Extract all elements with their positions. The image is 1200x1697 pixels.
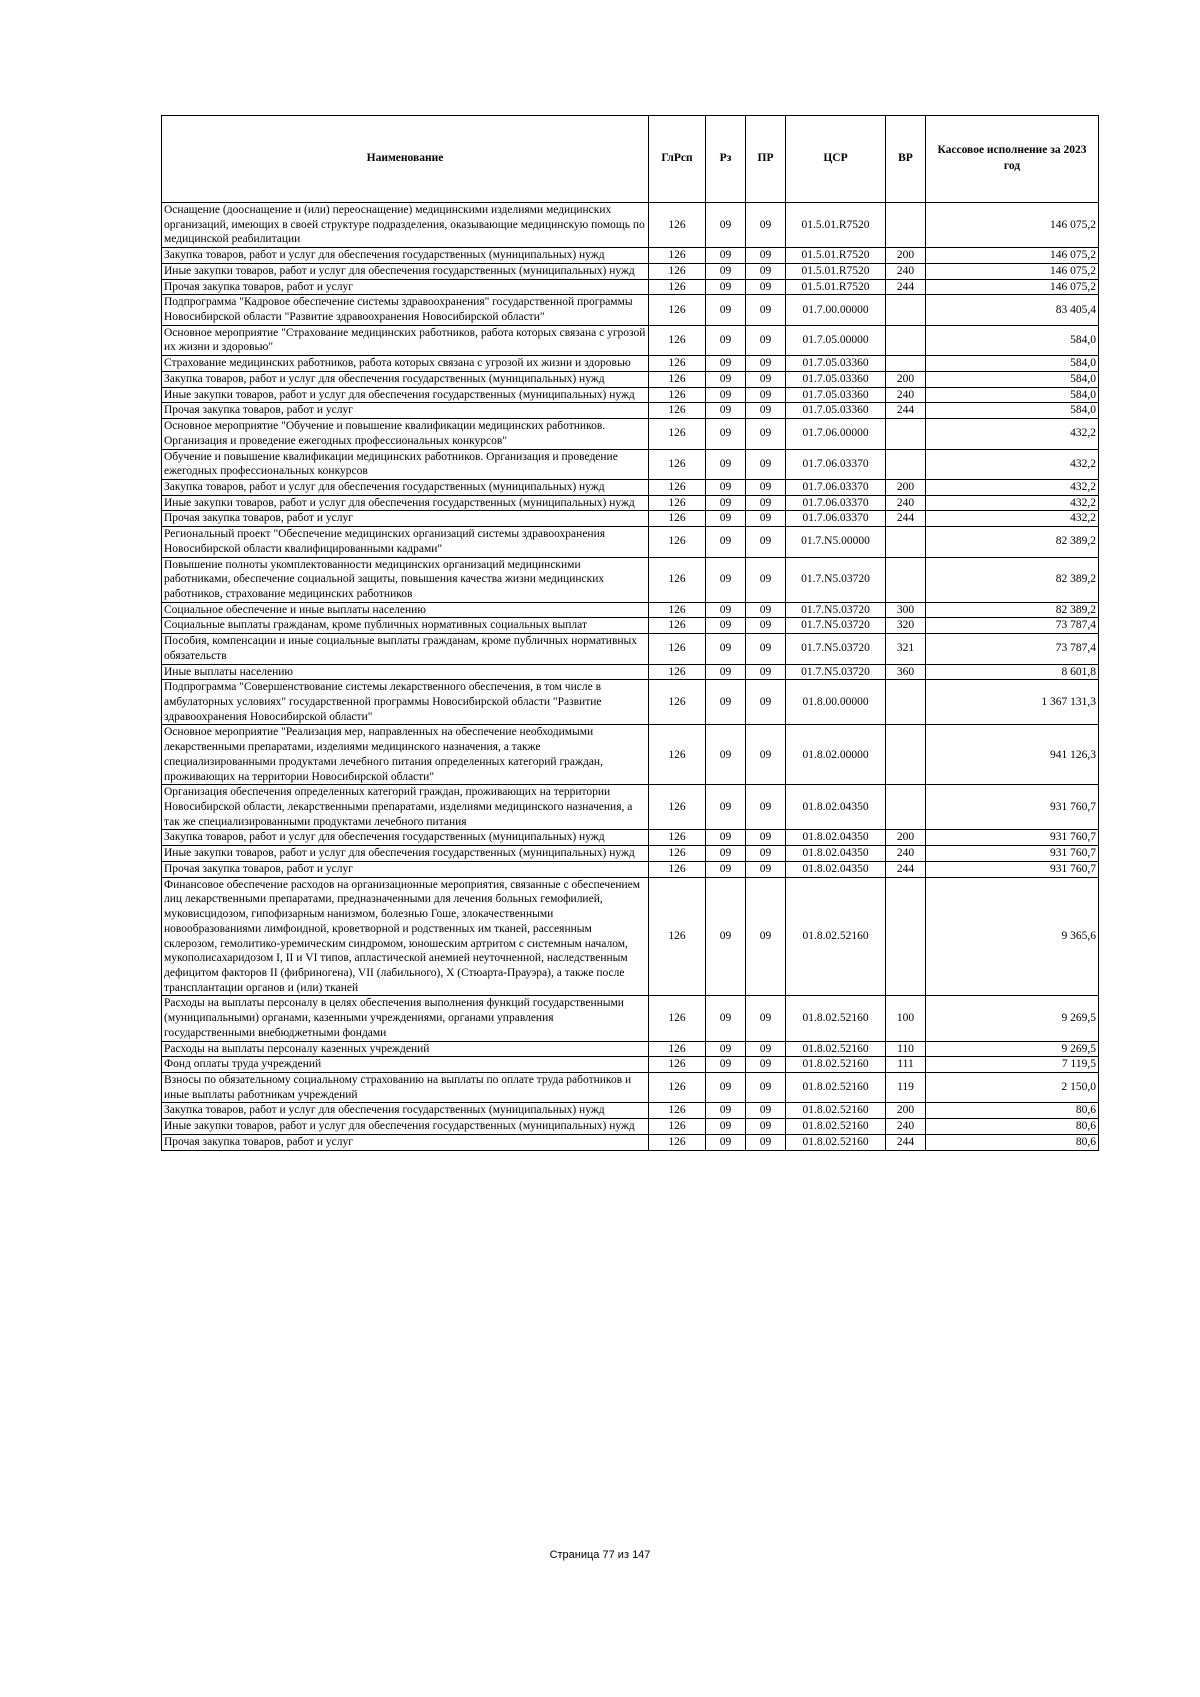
cell-name: Закупка товаров, работ и услуг для обеспечения государственных (муниципальных) нужд	[162, 371, 649, 387]
cell-amount: 9 269,5	[926, 996, 1099, 1041]
cell-csr: 01.8.02.52160	[786, 1072, 886, 1102]
cell-pr: 09	[746, 785, 786, 830]
cell-vr: 244	[886, 861, 926, 877]
cell-csr: 01.8.02.52160	[786, 1119, 886, 1135]
cell-glrsp: 126	[649, 1057, 706, 1073]
table-row	[162, 248, 1099, 264]
cell-rz: 09	[706, 279, 746, 295]
cell-name: Организация обеспечения определенных категорий граждан, проживающих на территории Новосибирской области, лекарственными препаратами, изделиями медицинского назначения, а так же специализированными продуктами лечебного питания	[162, 785, 649, 830]
cell-name: Фонд оплаты труда учреждений	[162, 1057, 649, 1073]
cell-vr	[886, 557, 926, 602]
cell-rz: 09	[706, 877, 746, 996]
cell-glrsp: 126	[649, 996, 706, 1041]
cell-vr	[886, 680, 926, 725]
cell-amount: 73 787,4	[926, 618, 1099, 634]
table-row	[162, 449, 1099, 479]
cell-pr: 09	[746, 602, 786, 618]
cell-pr: 09	[746, 830, 786, 846]
table-row	[162, 279, 1099, 295]
cell-pr: 09	[746, 1103, 786, 1119]
table-row	[162, 602, 1099, 618]
cell-csr: 01.8.02.04350	[786, 785, 886, 830]
table-row	[162, 511, 1099, 527]
cell-name: Финансовое обеспечение расходов на организационные мероприятия, связанные с обеспечением лиц лекарственными препаратами, предназначенными для лечения больных гемофилией, муковисцидозом, гипофизарным нанизмом, болезнью Гоше, злокачественными новообразованиями лимфоидной, кроветворной и родственных им тканей, рассеянным склерозом, гемолитико-уремическим синдромом, юношеским артритом с системным началом, мукополисахаридозом I, II и VI типов, апластической анемией неуточненной, наследственным дефицитом факторов II (фибриногена), VII (лабильного), X (Стюарта-Прауэра), а также после трансплантации органов и (или) тканей	[162, 877, 649, 996]
table-row	[162, 1041, 1099, 1057]
cell-glrsp: 126	[649, 295, 706, 325]
cell-rz: 09	[706, 527, 746, 557]
table-row	[162, 877, 1099, 996]
table-row	[162, 403, 1099, 419]
cell-amount: 584,0	[926, 325, 1099, 355]
cell-name: Повышение полноты укомплектованности медицинских организаций медицинскими работниками, обеспечение социальной защиты, повышения качества жизни медицинских работников, страхование медицинских работников	[162, 557, 649, 602]
cell-vr: 240	[886, 846, 926, 862]
cell-csr: 01.7.05.03360	[786, 403, 886, 419]
cell-vr	[886, 295, 926, 325]
cell-csr: 01.7.N5.03720	[786, 664, 886, 680]
header-vr: ВР	[886, 116, 926, 203]
page-total: 147	[632, 1549, 651, 1561]
cell-amount: 432,2	[926, 495, 1099, 511]
cell-vr: 320	[886, 618, 926, 634]
table-row	[162, 830, 1099, 846]
cell-csr: 01.7.05.03360	[786, 356, 886, 372]
cell-amount: 80,6	[926, 1134, 1099, 1150]
cell-glrsp: 126	[649, 1134, 706, 1150]
cell-vr: 240	[886, 495, 926, 511]
cell-glrsp: 126	[649, 279, 706, 295]
cell-name: Прочая закупка товаров, работ и услуг	[162, 1134, 649, 1150]
cell-vr	[886, 325, 926, 355]
cell-name: Обучение и повышение квалификации медицинских работников. Организация и проведение ежегодных профессиональных конкурсов	[162, 449, 649, 479]
cell-name: Подпрограмма "Кадровое обеспечение системы здравоохранения" государственной программы Новосибирской области "Развитие здравоохранения Новосибирской области"	[162, 295, 649, 325]
cell-vr	[886, 419, 926, 449]
cell-amount: 1 367 131,3	[926, 680, 1099, 725]
cell-vr: 240	[886, 1119, 926, 1135]
cell-name: Расходы на выплаты персоналу в целях обеспечения выполнения функций государственными (муниципальными) органами, казенными учреждениями, органами управления государственными внебюджетными фондами	[162, 996, 649, 1041]
cell-rz: 09	[706, 725, 746, 785]
page-footer	[0, 1549, 1200, 1561]
cell-name: Социальные выплаты гражданам, кроме публичных нормативных социальных выплат	[162, 618, 649, 634]
cell-rz: 09	[706, 1103, 746, 1119]
cell-pr: 09	[746, 634, 786, 664]
cell-rz: 09	[706, 1072, 746, 1102]
table-row	[162, 371, 1099, 387]
table-row	[162, 295, 1099, 325]
cell-glrsp: 126	[649, 861, 706, 877]
cell-vr: 110	[886, 1041, 926, 1057]
cell-csr: 01.7.05.03360	[786, 371, 886, 387]
cell-name: Закупка товаров, работ и услуг для обеспечения государственных (муниципальных) нужд	[162, 830, 649, 846]
cell-pr: 09	[746, 877, 786, 996]
cell-amount: 146 075,2	[926, 248, 1099, 264]
cell-amount: 931 760,7	[926, 861, 1099, 877]
cell-pr: 09	[746, 1134, 786, 1150]
cell-rz: 09	[706, 846, 746, 862]
cell-csr: 01.8.02.52160	[786, 877, 886, 996]
header-csr: ЦСР	[786, 116, 886, 203]
cell-name: Региональный проект "Обеспечение медицинских организаций системы здравоохранения Новосибирской области квалифицированными кадрами"	[162, 527, 649, 557]
cell-glrsp: 126	[649, 203, 706, 248]
cell-vr: 100	[886, 996, 926, 1041]
cell-pr: 09	[746, 371, 786, 387]
table-row	[162, 1103, 1099, 1119]
cell-name: Иные закупки товаров, работ и услуг для обеспечения государственных (муниципальных) нужд	[162, 1119, 649, 1135]
cell-glrsp: 126	[649, 449, 706, 479]
cell-pr: 09	[746, 664, 786, 680]
header-pr: ПР	[746, 116, 786, 203]
page-label: Страница	[549, 1549, 600, 1561]
cell-name: Основное мероприятие "Реализация мер, направленных на обеспечение необходимыми лекарственными препаратами, изделиями медицинского назначения, а также специализированными продуктами лечебного питания определенных категорий граждан, проживающих на территории Новосибирской области"	[162, 725, 649, 785]
cell-vr	[886, 725, 926, 785]
cell-csr: 01.7.N5.03720	[786, 557, 886, 602]
cell-glrsp: 126	[649, 557, 706, 602]
cell-rz: 09	[706, 602, 746, 618]
cell-pr: 09	[746, 1057, 786, 1073]
cell-glrsp: 126	[649, 403, 706, 419]
cell-name: Страхование медицинских работников, работа которых связана с угрозой их жизни и здоровью	[162, 356, 649, 372]
cell-glrsp: 126	[649, 877, 706, 996]
cell-rz: 09	[706, 557, 746, 602]
cell-rz: 09	[706, 419, 746, 449]
cell-rz: 09	[706, 785, 746, 830]
cell-csr: 01.7.N5.03720	[786, 618, 886, 634]
cell-pr: 09	[746, 557, 786, 602]
cell-rz: 09	[706, 495, 746, 511]
cell-amount: 432,2	[926, 449, 1099, 479]
table-row	[162, 557, 1099, 602]
cell-vr: 244	[886, 279, 926, 295]
cell-name: Подпрограмма "Совершенствование системы лекарственного обеспечения, в том числе в амбулаторных условиях" государственной программы Новосибирской области "Развитие здравоохранения Новосибирской области"	[162, 680, 649, 725]
cell-csr: 01.8.02.04350	[786, 846, 886, 862]
table-row	[162, 387, 1099, 403]
cell-pr: 09	[746, 248, 786, 264]
cell-glrsp: 126	[649, 634, 706, 664]
cell-pr: 09	[746, 479, 786, 495]
cell-pr: 09	[746, 263, 786, 279]
cell-name: Иные закупки товаров, работ и услуг для обеспечения государственных (муниципальных) нужд	[162, 846, 649, 862]
table-row	[162, 634, 1099, 664]
cell-pr: 09	[746, 295, 786, 325]
cell-amount: 146 075,2	[926, 279, 1099, 295]
cell-name: Социальное обеспечение и иные выплаты населению	[162, 602, 649, 618]
cell-rz: 09	[706, 634, 746, 664]
table-row	[162, 495, 1099, 511]
table-row	[162, 785, 1099, 830]
cell-glrsp: 126	[649, 387, 706, 403]
table-row	[162, 1072, 1099, 1102]
table-row	[162, 479, 1099, 495]
cell-name: Иные выплаты населению	[162, 664, 649, 680]
cell-csr: 01.7.05.00000	[786, 325, 886, 355]
cell-vr: 244	[886, 403, 926, 419]
cell-amount: 80,6	[926, 1103, 1099, 1119]
cell-amount: 931 760,7	[926, 846, 1099, 862]
cell-name: Иные закупки товаров, работ и услуг для обеспечения государственных (муниципальных) нужд	[162, 387, 649, 403]
cell-rz: 09	[706, 1134, 746, 1150]
cell-amount: 2 150,0	[926, 1072, 1099, 1102]
cell-vr: 300	[886, 602, 926, 618]
cell-glrsp: 126	[649, 495, 706, 511]
cell-name: Основное мероприятие "Обучение и повышение квалификации медицинских работников. Организация и проведение ежегодных профессиональных конкурсов"	[162, 419, 649, 449]
header-amount: Кассовое исполнение за 2023 год	[926, 116, 1099, 203]
cell-csr: 01.7.00.00000	[786, 295, 886, 325]
table-header-row	[162, 116, 1099, 203]
cell-pr: 09	[746, 996, 786, 1041]
cell-name: Закупка товаров, работ и услуг для обеспечения государственных (муниципальных) нужд	[162, 479, 649, 495]
cell-vr: 200	[886, 479, 926, 495]
table-row	[162, 996, 1099, 1041]
cell-csr: 01.5.01.R7520	[786, 263, 886, 279]
cell-amount: 584,0	[926, 387, 1099, 403]
cell-glrsp: 126	[649, 618, 706, 634]
cell-pr: 09	[746, 680, 786, 725]
cell-glrsp: 126	[649, 830, 706, 846]
cell-rz: 09	[706, 1041, 746, 1057]
cell-pr: 09	[746, 511, 786, 527]
cell-amount: 584,0	[926, 356, 1099, 372]
cell-vr: 200	[886, 248, 926, 264]
cell-name: Иные закупки товаров, работ и услуг для обеспечения государственных (муниципальных) нужд	[162, 495, 649, 511]
cell-csr: 01.7.N5.03720	[786, 602, 886, 618]
cell-pr: 09	[746, 325, 786, 355]
page-of-label: из	[617, 1549, 629, 1561]
page-number: 77	[602, 1549, 615, 1561]
cell-amount: 8 601,8	[926, 664, 1099, 680]
cell-amount: 432,2	[926, 511, 1099, 527]
cell-rz: 09	[706, 403, 746, 419]
cell-name: Взносы по обязательному социальному страхованию на выплаты по оплате труда работников и иные выплаты работникам учреждений	[162, 1072, 649, 1102]
cell-rz: 09	[706, 511, 746, 527]
cell-csr: 01.7.06.03370	[786, 449, 886, 479]
cell-amount: 931 760,7	[926, 785, 1099, 830]
cell-amount: 432,2	[926, 479, 1099, 495]
cell-amount: 146 075,2	[926, 203, 1099, 248]
cell-vr: 200	[886, 1103, 926, 1119]
cell-csr: 01.8.02.52160	[786, 1134, 886, 1150]
cell-amount: 82 389,2	[926, 527, 1099, 557]
cell-glrsp: 126	[649, 725, 706, 785]
table-row	[162, 1057, 1099, 1073]
cell-name: Прочая закупка товаров, работ и услуг	[162, 403, 649, 419]
cell-pr: 09	[746, 527, 786, 557]
cell-vr: 360	[886, 664, 926, 680]
cell-csr: 01.8.02.52160	[786, 996, 886, 1041]
cell-rz: 09	[706, 680, 746, 725]
cell-glrsp: 126	[649, 263, 706, 279]
cell-amount: 83 405,4	[926, 295, 1099, 325]
cell-name: Оснащение (дооснащение и (или) переоснащение) медицинскими изделиями медицинских организаций, имеющих в своей структуре подразделения, оказывающие медицинскую помощь по медицинской реабилитации	[162, 203, 649, 248]
cell-pr: 09	[746, 403, 786, 419]
table-row	[162, 527, 1099, 557]
cell-amount: 931 760,7	[926, 830, 1099, 846]
cell-amount: 9 269,5	[926, 1041, 1099, 1057]
cell-rz: 09	[706, 387, 746, 403]
cell-vr	[886, 356, 926, 372]
cell-glrsp: 126	[649, 527, 706, 557]
cell-vr: 240	[886, 263, 926, 279]
table-row	[162, 846, 1099, 862]
cell-pr: 09	[746, 419, 786, 449]
cell-name: Пособия, компенсации и иные социальные выплаты гражданам, кроме публичных нормативных обязательств	[162, 634, 649, 664]
cell-rz: 09	[706, 479, 746, 495]
cell-csr: 01.5.01.R7520	[786, 248, 886, 264]
header-name: Наименование	[162, 116, 649, 203]
cell-glrsp: 126	[649, 248, 706, 264]
cell-glrsp: 126	[649, 785, 706, 830]
cell-pr: 09	[746, 203, 786, 248]
table-row	[162, 325, 1099, 355]
cell-csr: 01.8.02.04350	[786, 861, 886, 877]
cell-pr: 09	[746, 449, 786, 479]
cell-amount: 584,0	[926, 403, 1099, 419]
cell-rz: 09	[706, 861, 746, 877]
cell-glrsp: 126	[649, 602, 706, 618]
table-row	[162, 356, 1099, 372]
cell-vr	[886, 203, 926, 248]
cell-rz: 09	[706, 295, 746, 325]
cell-pr: 09	[746, 387, 786, 403]
cell-amount: 82 389,2	[926, 602, 1099, 618]
cell-vr	[886, 527, 926, 557]
cell-amount: 80,6	[926, 1119, 1099, 1135]
cell-csr: 01.7.06.03370	[786, 495, 886, 511]
cell-rz: 09	[706, 371, 746, 387]
cell-amount: 146 075,2	[926, 263, 1099, 279]
cell-vr: 200	[886, 830, 926, 846]
cell-csr: 01.8.02.52160	[786, 1041, 886, 1057]
cell-rz: 09	[706, 1057, 746, 1073]
cell-glrsp: 126	[649, 1119, 706, 1135]
cell-rz: 09	[706, 263, 746, 279]
header-rz: Рз	[706, 116, 746, 203]
cell-rz: 09	[706, 830, 746, 846]
cell-pr: 09	[746, 846, 786, 862]
cell-pr: 09	[746, 1119, 786, 1135]
cell-glrsp: 126	[649, 479, 706, 495]
table-row	[162, 1134, 1099, 1150]
cell-glrsp: 126	[649, 1072, 706, 1102]
cell-vr: 244	[886, 511, 926, 527]
table-body	[162, 203, 1099, 1151]
cell-csr: 01.7.N5.00000	[786, 527, 886, 557]
table-row	[162, 1119, 1099, 1135]
cell-rz: 09	[706, 1119, 746, 1135]
cell-pr: 09	[746, 356, 786, 372]
cell-name: Прочая закупка товаров, работ и услуг	[162, 511, 649, 527]
cell-glrsp: 126	[649, 371, 706, 387]
cell-pr: 09	[746, 495, 786, 511]
cell-name: Прочая закупка товаров, работ и услуг	[162, 861, 649, 877]
cell-rz: 09	[706, 203, 746, 248]
table-row	[162, 618, 1099, 634]
cell-vr	[886, 449, 926, 479]
table-row	[162, 725, 1099, 785]
cell-glrsp: 126	[649, 1103, 706, 1119]
table-row	[162, 664, 1099, 680]
cell-glrsp: 126	[649, 356, 706, 372]
cell-pr: 09	[746, 279, 786, 295]
cell-vr: 321	[886, 634, 926, 664]
cell-pr: 09	[746, 618, 786, 634]
cell-amount: 584,0	[926, 371, 1099, 387]
cell-rz: 09	[706, 325, 746, 355]
cell-glrsp: 126	[649, 680, 706, 725]
cell-glrsp: 126	[649, 664, 706, 680]
table-row	[162, 680, 1099, 725]
cell-rz: 09	[706, 248, 746, 264]
cell-pr: 09	[746, 861, 786, 877]
cell-csr: 01.5.01.R7520	[786, 203, 886, 248]
cell-csr: 01.8.02.52160	[786, 1057, 886, 1073]
cell-rz: 09	[706, 449, 746, 479]
cell-csr: 01.7.06.03370	[786, 479, 886, 495]
header-glrsp: ГлРсп	[649, 116, 706, 203]
cell-csr: 01.7.05.03360	[786, 387, 886, 403]
cell-amount: 941 126,3	[926, 725, 1099, 785]
cell-name: Иные закупки товаров, работ и услуг для обеспечения государственных (муниципальных) нужд	[162, 263, 649, 279]
cell-glrsp: 126	[649, 325, 706, 355]
cell-csr: 01.8.02.04350	[786, 830, 886, 846]
cell-name: Закупка товаров, работ и услуг для обеспечения государственных (муниципальных) нужд	[162, 1103, 649, 1119]
cell-csr: 01.7.06.03370	[786, 511, 886, 527]
cell-name: Прочая закупка товаров, работ и услуг	[162, 279, 649, 295]
cell-rz: 09	[706, 664, 746, 680]
cell-amount: 73 787,4	[926, 634, 1099, 664]
cell-csr: 01.7.06.00000	[786, 419, 886, 449]
table-row	[162, 263, 1099, 279]
cell-csr: 01.7.N5.03720	[786, 634, 886, 664]
cell-rz: 09	[706, 618, 746, 634]
cell-rz: 09	[706, 996, 746, 1041]
cell-amount: 7 119,5	[926, 1057, 1099, 1073]
table-row	[162, 861, 1099, 877]
budget-execution-table	[161, 115, 1099, 1151]
cell-glrsp: 126	[649, 419, 706, 449]
table-row	[162, 203, 1099, 248]
cell-name: Основное мероприятие "Страхование медицинских работников, работа которых связана с угрозой их жизни и здоровью"	[162, 325, 649, 355]
cell-pr: 09	[746, 725, 786, 785]
cell-vr: 111	[886, 1057, 926, 1073]
cell-csr: 01.8.02.00000	[786, 725, 886, 785]
cell-amount: 432,2	[926, 419, 1099, 449]
cell-vr: 119	[886, 1072, 926, 1102]
cell-pr: 09	[746, 1041, 786, 1057]
cell-amount: 82 389,2	[926, 557, 1099, 602]
cell-vr: 200	[886, 371, 926, 387]
cell-vr: 240	[886, 387, 926, 403]
cell-amount: 9 365,6	[926, 877, 1099, 996]
cell-glrsp: 126	[649, 1041, 706, 1057]
cell-name: Расходы на выплаты персоналу казенных учреждений	[162, 1041, 649, 1057]
cell-rz: 09	[706, 356, 746, 372]
cell-csr: 01.8.02.52160	[786, 1103, 886, 1119]
cell-name: Закупка товаров, работ и услуг для обеспечения государственных (муниципальных) нужд	[162, 248, 649, 264]
cell-vr	[886, 785, 926, 830]
table-row	[162, 419, 1099, 449]
cell-glrsp: 126	[649, 511, 706, 527]
cell-glrsp: 126	[649, 846, 706, 862]
cell-vr: 244	[886, 1134, 926, 1150]
cell-csr: 01.5.01.R7520	[786, 279, 886, 295]
cell-csr: 01.8.00.00000	[786, 680, 886, 725]
cell-pr: 09	[746, 1072, 786, 1102]
cell-vr	[886, 877, 926, 996]
